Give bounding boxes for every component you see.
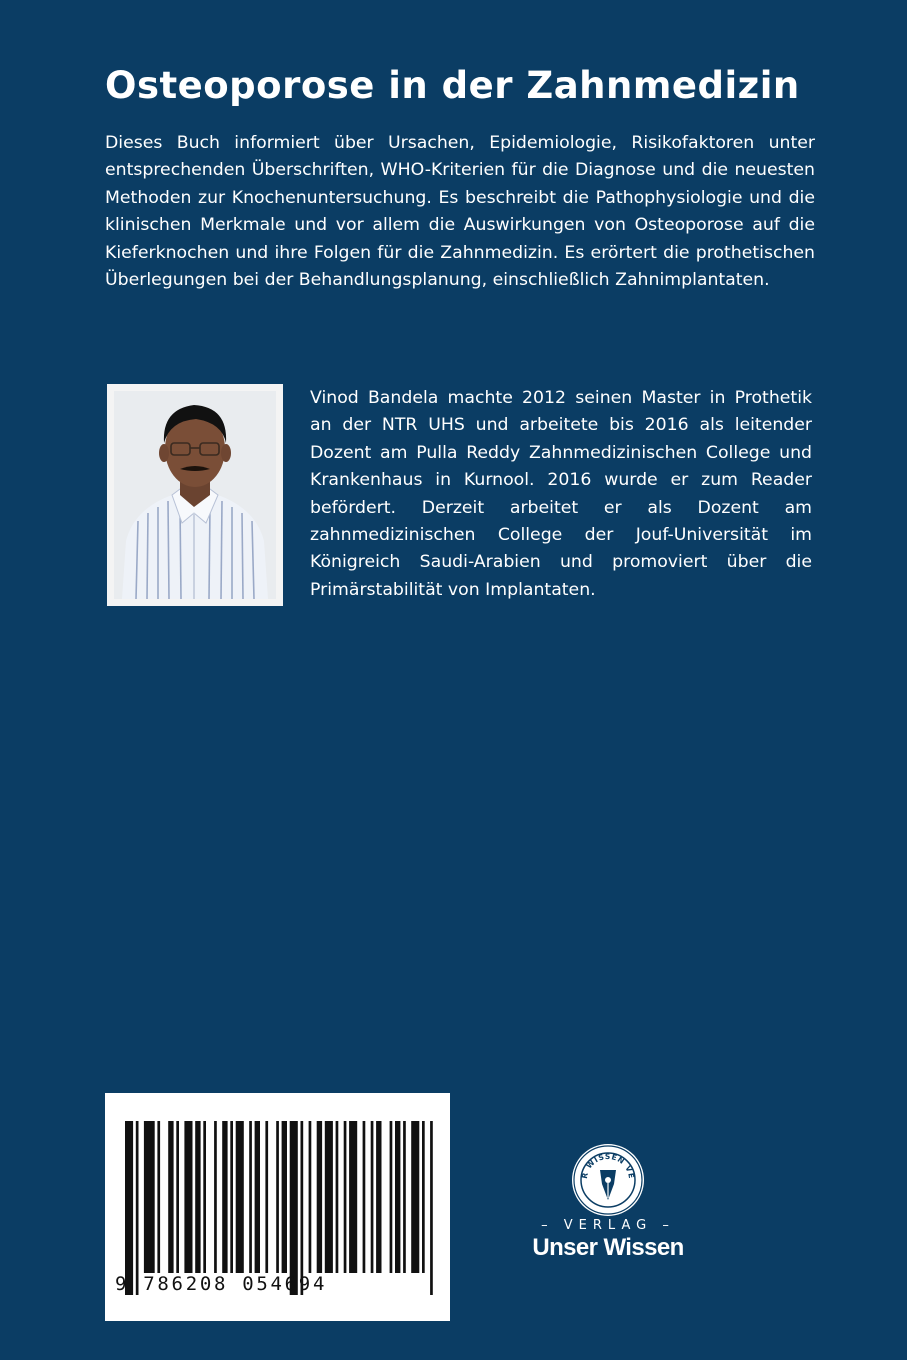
barcode-bar [290,1121,298,1295]
barcode-bar [282,1121,287,1273]
barcode-bar [236,1121,244,1273]
barcode-bar [265,1121,268,1273]
barcode-bar [390,1121,393,1273]
barcode-bar [157,1121,160,1273]
author-portrait-image [114,391,276,599]
author-photo [107,384,283,606]
barcode-bar [430,1121,433,1295]
barcode-bar [336,1121,339,1273]
book-description: Dieses Buch informiert über Ursachen, Epidemiologie, Risikofaktoren unter entsprechenden Überschriften, WHO-Kriterien für die Diagnose und die neuesten Methoden zur Knochenuntersuchung. Es beschreibt die Pathophysiologie und die klinischen Merkmale und vor allem die Auswirkungen von Osteoporose auf die Kieferknochen und ihre Folgen für die Zahnmedizin. Es erörtert die prothetischen Überlegungen bei der Behandlungsplanung, einschließlich Zahnimplantaten. [105,133,815,291]
barcode-bar [395,1121,400,1273]
barcode-bar [276,1121,279,1273]
barcode-bar [325,1121,333,1273]
publisher-name: Unser Wissen [532,1234,684,1261]
barcode-bar [203,1121,206,1273]
publisher-seal-icon [518,1140,698,1220]
isbn-barcode [105,1093,450,1321]
author-bio: Vinod Bandela machte 2012 seinen Master in Prothetik an der NTR UHS und arbeitete bis 2016 als leitender Dozent am Pulla Reddy Zahnmedizinischen College und Krankenhaus in Kurnool. 2016 wurde er zum Reader befördert. Derzeit arbeitet er als Dozent am zahnmedizinischen College der Jouf-Universität im Königreich Saudi-Arabien und promoviert über die Primärstabilität von Implantaten. [310,388,812,600]
barcode-bar [344,1121,347,1273]
publisher-logo [518,1140,698,1265]
barcode-bar [309,1121,312,1273]
barcode-bar [422,1121,425,1273]
barcode-bar [144,1121,155,1273]
barcode-bar [363,1121,366,1273]
barcode-bar [176,1121,179,1273]
book-title: Osteoporose in der Zahnmedizin [105,64,800,107]
barcode-bar [184,1121,192,1273]
barcode-bar [371,1121,374,1273]
barcode-bar [317,1121,322,1273]
barcode-bar [230,1121,233,1273]
barcode-bar [136,1121,139,1295]
barcode-bar [168,1121,173,1273]
barcode-bar [403,1121,406,1273]
barcode-bar [125,1121,133,1295]
barcode-bar [222,1121,227,1273]
barcode-bar [214,1121,217,1273]
barcode-bar [349,1121,357,1273]
barcode-bar [249,1121,252,1273]
isbn-digits: 9 786208 054694 [115,1273,328,1295]
barcode-bar [376,1121,381,1273]
barcode-bar [301,1121,304,1295]
barcode-bar [195,1121,200,1273]
barcode-bar [411,1121,419,1273]
publisher-sub-label: – VERLAG – [541,1218,675,1233]
publisher-seal-text: R WISSEN VE [579,1151,637,1180]
barcode-bar [255,1121,260,1273]
